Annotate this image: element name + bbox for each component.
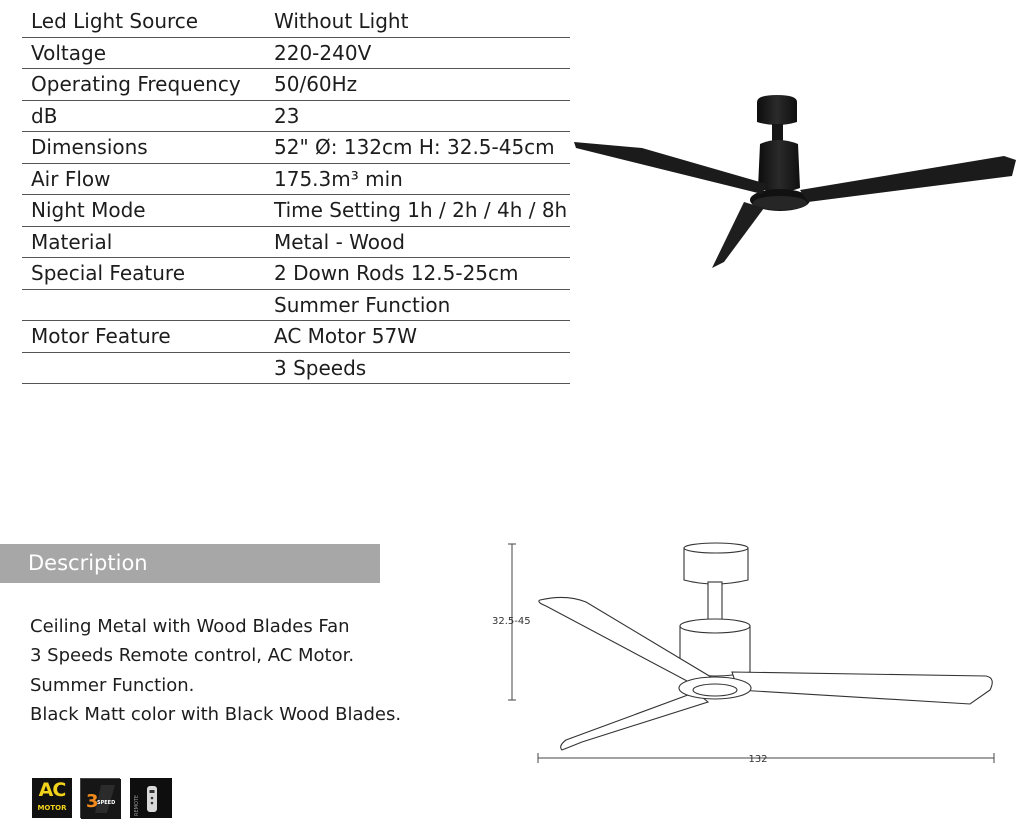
spec-value: Summer Function <box>274 292 451 317</box>
spec-table <box>22 6 570 384</box>
remote-word: REMOTE <box>134 794 140 816</box>
fan-dimension-drawing <box>486 540 1006 770</box>
spec-label: Led Light Source <box>31 9 199 33</box>
spec-value: 220-240V <box>274 40 372 65</box>
spec-label: Operating Frequency <box>31 72 241 96</box>
spec-label: Air Flow <box>31 166 111 191</box>
spec-row <box>22 258 570 290</box>
spec-label: dB <box>31 103 58 128</box>
speed-icon <box>81 779 121 819</box>
spec-row <box>22 227 570 259</box>
spec-value: 175.3m³ min <box>274 166 403 191</box>
height-dimension-label: 32.5-45 <box>492 616 531 627</box>
remote-icon <box>130 778 172 818</box>
spec-value: AC Motor 57W <box>274 324 418 348</box>
spec-label: Night Mode <box>31 198 146 222</box>
spec-label: Dimensions <box>31 135 148 159</box>
spec-label: Voltage <box>31 40 107 65</box>
description-line: Black Matt color with Black Wood Blades. <box>30 703 402 725</box>
spec-value: Metal - Wood <box>274 229 405 254</box>
three-speed-badge <box>80 778 120 818</box>
spec-value: 3 Speeds <box>274 355 367 380</box>
spec-value: 23 <box>274 103 300 128</box>
remote-control-badge <box>130 778 172 818</box>
description-heading: Description <box>28 551 148 575</box>
spec-row <box>22 38 570 70</box>
spec-row <box>22 195 570 227</box>
spec-label: Material <box>31 229 113 254</box>
spec-row <box>22 69 570 101</box>
spec-value: 50/60Hz <box>274 72 358 96</box>
spec-value: Without Light <box>274 9 409 33</box>
spec-value: Time Setting 1h / 2h / 4h / 8h <box>274 198 568 222</box>
description-line: Ceiling Metal with Wood Blades Fan <box>30 616 350 637</box>
ac-motor-badge <box>32 778 72 818</box>
spec-row <box>22 132 570 164</box>
fan-product-image <box>572 90 1018 272</box>
spec-label: Special Feature <box>31 261 185 285</box>
spec-row <box>22 164 570 196</box>
width-dimension-label: 132 <box>748 754 768 765</box>
spec-row <box>22 6 570 38</box>
spec-row <box>22 321 570 353</box>
spec-row <box>22 101 570 133</box>
description-line: Summer Function. <box>30 674 195 696</box>
spec-row <box>22 353 570 385</box>
speed-word: SPEED <box>97 800 116 806</box>
spec-value: 2 Down Rods 12.5-25cm <box>274 261 519 285</box>
speed-number: 3 <box>86 791 99 812</box>
description-header <box>0 544 380 583</box>
ac-badge-subtext: MOTOR <box>37 804 67 812</box>
spec-label: Motor Feature <box>31 324 171 348</box>
ac-badge-text: AC <box>38 779 66 801</box>
description-body <box>30 612 490 729</box>
description-line: 3 Speeds Remote control, AC Motor. <box>30 645 355 667</box>
spec-value: 52" Ø: 132cm H: 32.5-45cm <box>274 135 555 159</box>
spec-row <box>22 290 570 322</box>
